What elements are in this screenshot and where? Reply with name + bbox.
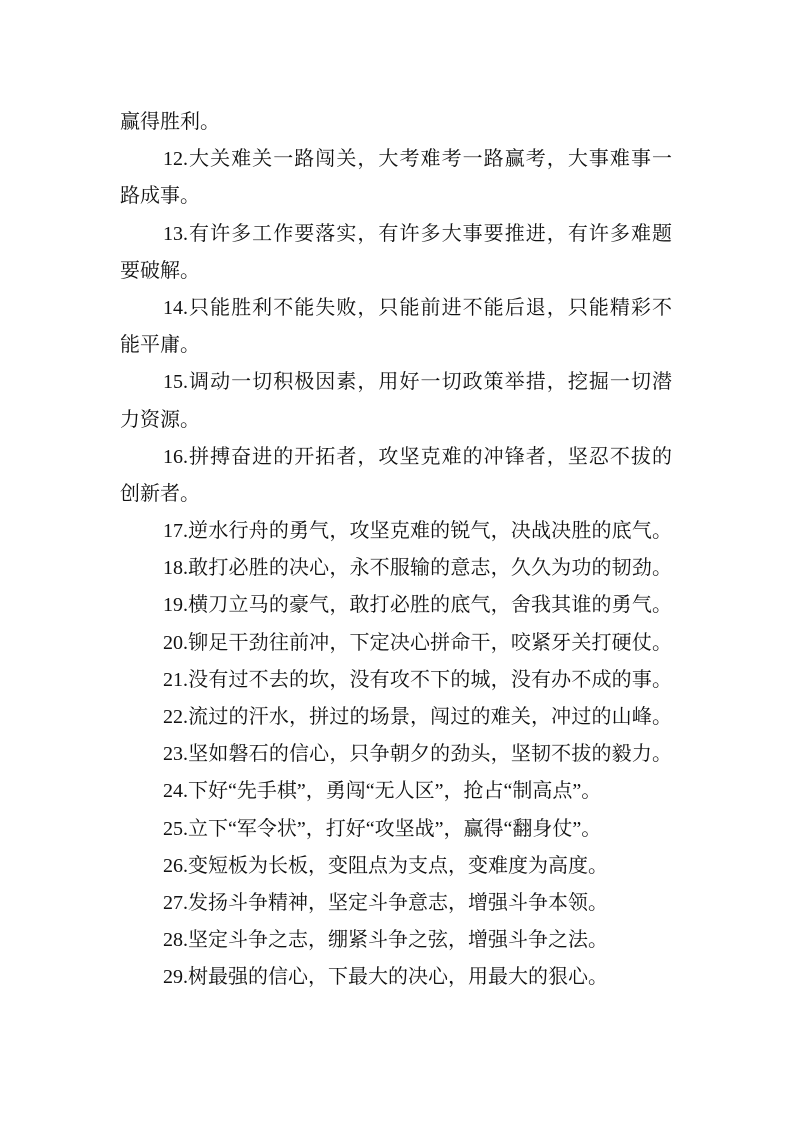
text-line: 13.有许多工作要落实，有许多大事要推进，有许多难题 [163,222,672,245]
list-item-12 [120,141,672,215]
list-item-23: 23.坚如磐石的信心，只争朝夕的劲头，坚韧不拔的毅力。 [163,743,672,766]
text-line: 15.调动一切积极因素，用好一切政策举措，挖掘一切潜 [163,371,672,394]
list-item-25: 25.立下“军令状”，打好“攻坚战”，赢得“翻身仗”。 [163,817,602,840]
list-item-20: 20.铆足干劲往前冲，下定决心拼命干，咬紧牙关打硬仗。 [163,631,672,654]
text-line: 力资源。 [120,408,200,431]
text-line: 能平庸。 [120,334,200,357]
list-item-26: 26.变短板为长板，变阻点为支点，变难度为高度。 [163,854,608,877]
text-line: 12.大关难关一路闯关，大考难考一路赢考，大事难事一 [163,148,672,171]
list-item-24: 24.下好“先手棋”，勇闯“无人区”，抢占“制高点”。 [163,780,602,803]
document-page [120,104,672,997]
list-item-18: 18.敢打必胜的决心，永不服输的意志，久久为功的韧劲。 [163,557,672,580]
text-line: 赢得胜利。 [120,111,220,133]
list-item-28: 28.坚定斗争之志，绷紧斗争之弦，增强斗争之法。 [163,929,608,952]
list-item-15 [120,364,672,438]
list-item-27: 27.发扬斗争精神，坚定斗争意志，增强斗争本领。 [163,891,608,914]
text-line: 要破解。 [120,259,200,282]
list-item-19: 19.横刀立马的豪气，敢打必胜的底气，舍我其谁的勇气。 [163,594,672,617]
list-item-14 [120,290,672,364]
list-item-13 [120,216,672,290]
list-item-16 [120,439,672,513]
list-item-17: 17.逆水行舟的勇气，攻坚克难的锐气，决战决胜的底气。 [163,520,672,543]
text-line: 创新者。 [120,482,200,505]
text-line: 16.拼搏奋进的开拓者，攻坚克难的冲锋者，坚忍不拔的 [163,445,672,468]
text-line: 14.只能胜利不能失败，只能前进不能后退，只能精彩不 [163,296,672,319]
text-line: 路成事。 [120,185,200,208]
list-item-21: 21.没有过不去的坎，没有攻不下的城，没有办不成的事。 [163,668,672,691]
list-item-29: 29.树最强的信心，下最大的决心，用最大的狠心。 [163,966,608,989]
list-item-22: 22.流过的汗水，拼过的场景，闯过的难关，冲过的山峰。 [163,706,672,728]
